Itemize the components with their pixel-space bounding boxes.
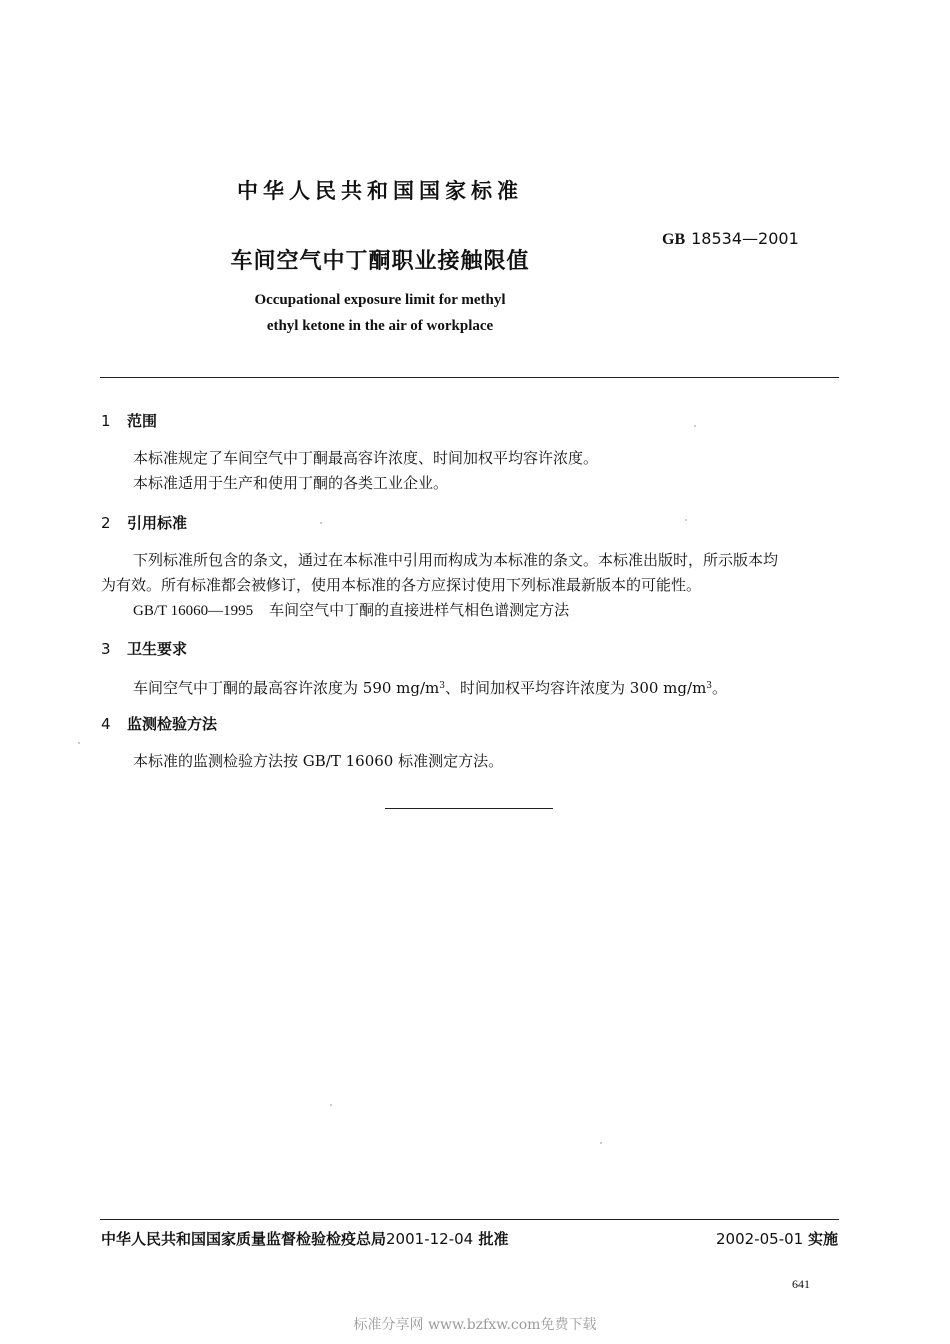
national-standard-title: 中华人民共和国国家标准 xyxy=(237,179,523,203)
section-2-heading xyxy=(101,512,187,533)
implementation-label: 实施 xyxy=(807,1230,838,1248)
scan-speck xyxy=(685,519,687,521)
standard-code-number: 18534—2001 xyxy=(691,229,799,248)
implementation-line xyxy=(716,1228,838,1249)
scan-speck xyxy=(320,522,322,524)
section-1-heading xyxy=(101,410,157,431)
superscript: 3 xyxy=(439,681,446,691)
section-2-paragraph-line-1: 下列标准所包含的条文，通过在本标准中引用而构成为本标准的条文。本标准出版时，所示版本均 xyxy=(133,551,779,569)
twa-concentration-text: 、时间加权平均容许浓度为 300 mg/m xyxy=(445,679,707,697)
section-number: 3 xyxy=(101,640,111,658)
section-title: 范围 xyxy=(127,412,158,430)
approval-line xyxy=(101,1228,508,1249)
section-title: 监测检验方法 xyxy=(127,715,218,733)
scan-speck xyxy=(600,1142,602,1144)
document-title-english-line-2: ethyl ketone in the air of workplace xyxy=(266,318,494,334)
reference-title: 车间空气中丁酮的直接进样气相色谱测定方法 xyxy=(269,601,570,619)
standard-code-prefix: GB xyxy=(662,231,686,248)
approval-label: 批准 xyxy=(478,1230,509,1248)
section-4-paragraph: 本标准的监测检验方法按 GB/T 16060 标准测定方法。 xyxy=(133,752,504,770)
document-title-english-line-1: Occupational exposure limit for methyl xyxy=(254,292,506,308)
superscript: 3 xyxy=(706,681,713,691)
section-number: 1 xyxy=(101,412,111,430)
section-4-heading xyxy=(101,713,217,734)
section-title: 卫生要求 xyxy=(127,640,188,658)
issuing-authority: 中华人民共和国国家质量监督检验检疫总局 xyxy=(101,1230,387,1248)
approval-date: 2001-12-04 xyxy=(386,1230,474,1248)
normative-reference xyxy=(133,600,569,621)
sentence-end: 。 xyxy=(712,679,728,697)
scan-speck xyxy=(694,425,696,427)
section-number: 4 xyxy=(101,715,111,733)
document-title-chinese: 车间空气中丁酮职业接触限值 xyxy=(230,249,530,274)
scan-speck xyxy=(78,742,80,744)
reference-code: GB/T 16060—1995 xyxy=(133,603,254,619)
section-1-paragraph-2: 本标准适用于生产和使用丁酮的各类工业企业。 xyxy=(133,474,449,492)
section-title: 引用标准 xyxy=(127,514,188,532)
page-number: 641 xyxy=(792,1277,810,1291)
scan-speck xyxy=(330,1104,332,1106)
section-3-heading xyxy=(101,638,187,659)
section-1-paragraph-1: 本标准规定了车间空气中丁酮最高容许浓度、时间加权平均容许浓度。 xyxy=(133,449,599,467)
header-divider xyxy=(100,377,839,378)
end-of-text-rule xyxy=(385,808,553,809)
section-3-paragraph xyxy=(133,676,727,698)
footer-divider xyxy=(100,1219,839,1220)
section-number: 2 xyxy=(101,514,111,532)
implementation-date: 2002-05-01 xyxy=(716,1230,804,1248)
section-2-paragraph-line-2: 为有效。所有标准都会被修订，使用本标准的各方应探讨使用下列标准最新版本的可能性。 xyxy=(101,576,702,594)
max-concentration-text: 车间空气中丁酮的最高容许浓度为 590 mg/m xyxy=(133,679,440,697)
watermark-text: 标准分享网 www.bzfxw.com免费下载 xyxy=(353,1317,597,1333)
